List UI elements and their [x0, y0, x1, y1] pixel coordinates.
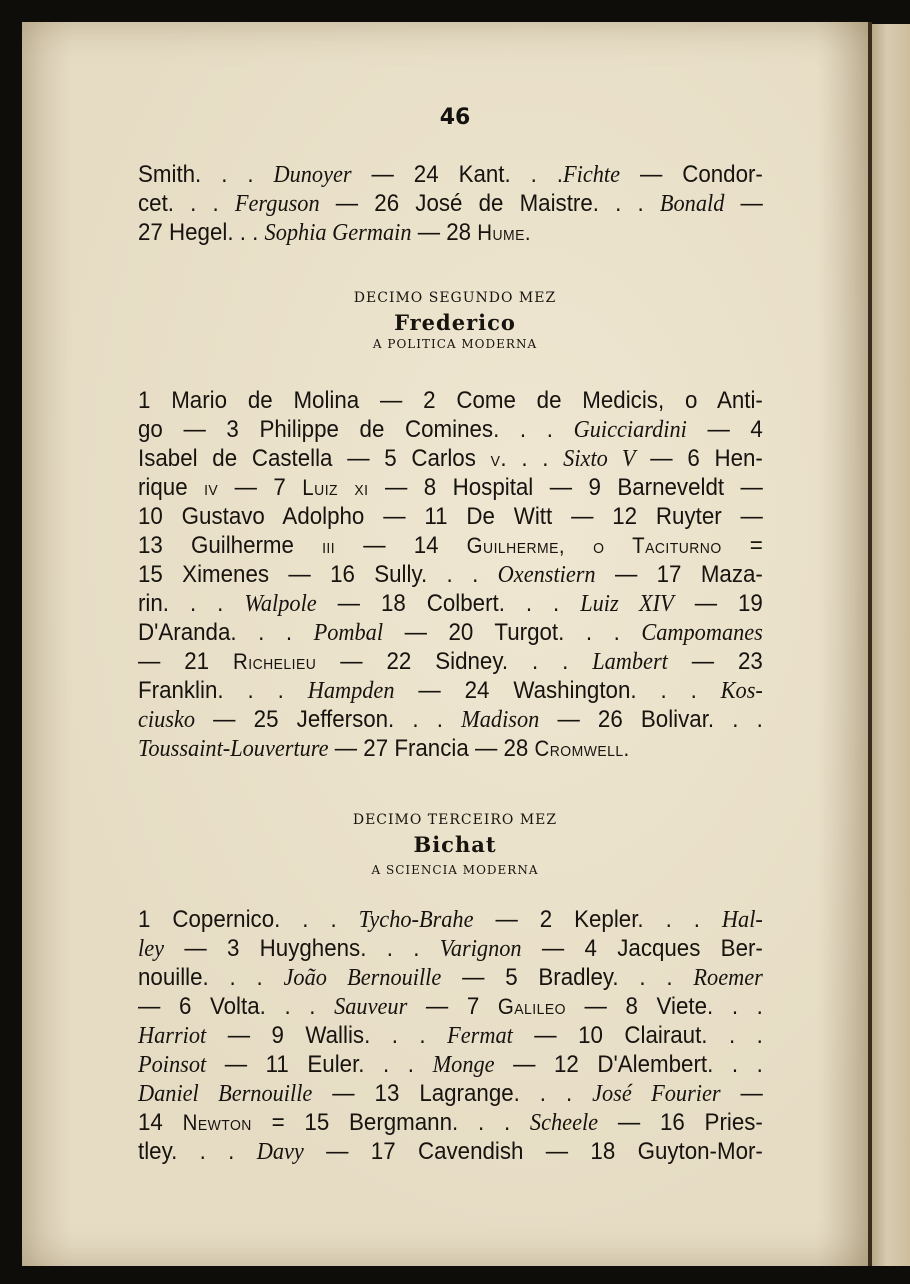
- text-segment: — 12 D'Alembert. . .: [494, 1051, 763, 1078]
- text-segment: Franklin. . .: [138, 677, 308, 704]
- text-segment: 1 Mario de Molina — 2 Come de Medicis, o Anti-: [138, 387, 763, 414]
- month-12-paragraph: [138, 386, 763, 763]
- text-segment: — 18 Colbert. . .: [316, 590, 581, 617]
- text-segment: Daniel Bernouille: [138, 1081, 313, 1107]
- text-segment: Ferguson: [234, 191, 320, 217]
- intro-paragraph: [138, 160, 763, 247]
- text-line: [138, 734, 763, 763]
- text-segment: Bonald: [659, 191, 725, 217]
- text-segment: — 21: [138, 648, 234, 675]
- text-segment: — 4: [686, 416, 763, 443]
- text-segment: Newton: [182, 1110, 252, 1135]
- text-segment: — 14: [335, 532, 467, 559]
- text-segment: Cromwell.: [534, 736, 630, 761]
- text-segment: — Condor-: [620, 161, 763, 188]
- text-segment: Guilherme, o Taciturno: [466, 533, 722, 558]
- text-line: [138, 531, 763, 560]
- text-line: [138, 676, 763, 705]
- text-segment: go — 3 Philippe de Comines. . .: [138, 416, 574, 443]
- text-segment: Tycho-Brahe: [358, 907, 474, 933]
- text-line: [138, 1079, 763, 1108]
- text-segment: Oxenstiern: [497, 562, 596, 588]
- text-segment: — 8 Hospital — 9 Barneveldt —: [368, 474, 763, 501]
- month-12-label: DECIMO SEGUNDO MEZ: [353, 290, 557, 306]
- text-segment: Fichte: [562, 162, 621, 188]
- text-line: [138, 963, 763, 992]
- text-segment: Toussaint-Louverture: [138, 736, 329, 762]
- text-segment: — 7: [407, 993, 498, 1020]
- month-12-subtitle: A POLITICA MODERNA: [372, 337, 538, 351]
- text-segment: Roemer: [693, 965, 763, 991]
- text-segment: 13 Guilherme: [138, 532, 323, 559]
- text-segment: —: [724, 190, 763, 217]
- text-segment: = 15 Bergmann. . .: [251, 1109, 530, 1136]
- text-segment: — 2 Kepler. . .: [473, 906, 722, 933]
- text-segment: ciusko: [138, 707, 196, 733]
- text-segment: — 4 Jacques Ber-: [521, 935, 763, 962]
- text-segment: v: [490, 446, 501, 471]
- text-segment: cet. . .: [138, 190, 235, 217]
- text-line: [138, 705, 763, 734]
- text-line: [138, 992, 763, 1021]
- text-line: [138, 1050, 763, 1079]
- text-segment: . . .: [500, 445, 564, 472]
- text-segment: — 26 José de Maistre. . .: [319, 190, 660, 217]
- text-segment: Scheele: [529, 1110, 599, 1136]
- text-line: [138, 1021, 763, 1050]
- month-13-subtitle: A SCIENCIA MODERNA: [371, 863, 539, 877]
- text-segment: iii: [322, 533, 336, 558]
- text-segment: — 23: [667, 648, 763, 675]
- text-segment: Monge: [432, 1052, 495, 1078]
- text-segment: =: [721, 532, 763, 559]
- text-segment: Sophia Germain: [264, 220, 412, 246]
- text-segment: Dunoyer: [273, 162, 352, 188]
- text-line: [138, 1108, 763, 1137]
- text-segment: ley: [138, 936, 165, 962]
- text-segment: José Fourier: [592, 1081, 721, 1107]
- month-13-paragraph: [138, 905, 763, 1166]
- text-line: [138, 589, 763, 618]
- text-segment: — 16 Pries-: [598, 1109, 763, 1136]
- text-segment: — 26 Bolivar. . .: [539, 706, 763, 733]
- month-13-label: DECIMO TERCEIRO MEZ: [352, 812, 558, 828]
- text-segment: iv: [204, 475, 219, 500]
- text-line: [138, 905, 763, 934]
- text-segment: Hal-: [721, 907, 763, 933]
- text-segment: — 17 Cavendish — 18 Guyton-Mor-: [303, 1138, 763, 1165]
- text-line: [138, 386, 763, 415]
- text-segment: Isabel de Castella — 5 Carlos: [138, 445, 491, 472]
- text-segment: Davy: [256, 1139, 304, 1165]
- text-line: [138, 473, 763, 502]
- text-segment: Varignon: [439, 936, 522, 962]
- text-segment: — 24 Kant. . .: [351, 161, 563, 188]
- month-12-heading: [0, 290, 910, 351]
- text-line: [138, 502, 763, 531]
- text-line: [138, 618, 763, 647]
- text-segment: Harriot: [138, 1023, 207, 1049]
- month-13-name: Bichat: [413, 832, 497, 857]
- text-segment: Pombal: [313, 620, 384, 646]
- text-segment: — 27 Francia — 28: [328, 735, 535, 762]
- text-segment: Kos-: [720, 678, 763, 704]
- text-segment: 1 Copernico. . .: [138, 906, 359, 933]
- text-segment: Smith. . .: [138, 161, 274, 188]
- text-segment: 15 Ximenes — 16 Sully. . .: [138, 561, 498, 588]
- text-line: [138, 1137, 763, 1166]
- month-13-heading: [0, 812, 910, 877]
- text-segment: —: [720, 1080, 763, 1107]
- text-segment: — 7: [218, 474, 303, 501]
- text-segment: nouille. . .: [138, 964, 284, 991]
- text-segment: — 22 Sidney. . .: [316, 648, 593, 675]
- text-segment: — 11 Euler. . .: [206, 1051, 433, 1078]
- text-segment: — 25 Jefferson. . .: [195, 706, 462, 733]
- text-segment: — 17 Maza-: [595, 561, 763, 588]
- text-line: [138, 444, 763, 473]
- text-line: [138, 218, 763, 247]
- text-segment: D'Aranda. . .: [138, 619, 314, 646]
- text-segment: Campomanes: [641, 620, 763, 646]
- text-segment: 27 Hegel. . .: [138, 219, 265, 246]
- text-segment: tley. . .: [138, 1138, 257, 1165]
- facing-page-edge: [872, 24, 910, 1266]
- text-segment: rique: [138, 474, 205, 501]
- text-segment: — 13 Lagrange. . .: [312, 1080, 593, 1107]
- text-segment: — 20 Turgot. . .: [383, 619, 642, 646]
- text-segment: 14: [138, 1109, 183, 1136]
- text-line: [138, 560, 763, 589]
- page-number: 46: [439, 105, 471, 130]
- text-segment: Sauveur: [334, 994, 408, 1020]
- text-line: [138, 647, 763, 676]
- text-segment: Luiz xi: [302, 475, 369, 500]
- text-segment: — 10 Clairaut. . .: [512, 1022, 763, 1049]
- text-segment: — 24 Washington. . .: [394, 677, 721, 704]
- text-segment: — 6 Volta. . .: [138, 993, 335, 1020]
- text-line: [138, 934, 763, 963]
- text-line: [138, 415, 763, 444]
- text-segment: Guicciardini: [573, 417, 687, 443]
- text-segment: — 9 Wallis. . .: [206, 1022, 448, 1049]
- month-12-name: Frederico: [394, 310, 516, 335]
- text-segment: 10 Gustavo Adolpho — 11 De Witt — 12 Ruyter —: [138, 503, 763, 530]
- text-segment: — 3 Huyghens. . .: [164, 935, 440, 962]
- text-segment: Fermat: [447, 1023, 513, 1049]
- text-segment: João Bernouille: [283, 965, 442, 991]
- text-segment: Lambert: [592, 649, 668, 675]
- text-segment: Luiz XIV: [580, 591, 674, 617]
- text-segment: Sixto V: [563, 446, 636, 472]
- text-segment: Hampden: [307, 678, 395, 704]
- text-segment: Richelieu: [233, 649, 317, 674]
- text-segment: Galileo: [497, 994, 566, 1019]
- text-segment: — 8 Viete. . .: [565, 993, 763, 1020]
- text-segment: rin. . .: [138, 590, 245, 617]
- text-segment: Madison: [461, 707, 540, 733]
- text-segment: Walpole: [244, 591, 317, 617]
- text-segment: — 5 Bradley. . .: [441, 964, 694, 991]
- text-segment: — 19: [673, 590, 763, 617]
- text-line: [138, 189, 763, 218]
- text-line: [138, 160, 763, 189]
- text-segment: Poinsot: [138, 1052, 207, 1078]
- text-segment: — 28: [411, 219, 478, 246]
- text-segment: — 6 Hen-: [635, 445, 763, 472]
- text-segment: Hume.: [477, 220, 532, 245]
